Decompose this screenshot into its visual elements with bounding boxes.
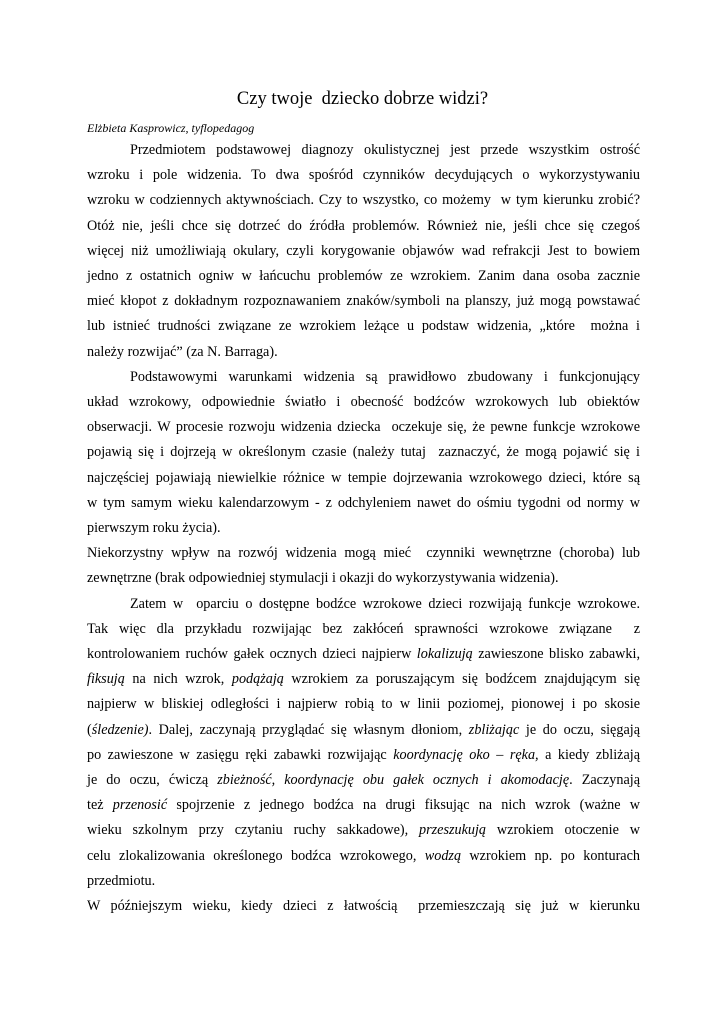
text-line <box>87 743 640 768</box>
text-segment: po zawieszone w zasięgu ręki zabawki rozwijając <box>87 746 394 763</box>
text-line <box>87 592 640 617</box>
text-segment: jedno z ostatnich ogniw w łańcuchu problemów ze wzrokiem. Zanim dana osoba zacznie <box>87 268 640 285</box>
text-segment: celu zlokalizowania określonego bodźca wzrokowego, <box>87 847 425 864</box>
text-line <box>87 163 640 188</box>
text-segment: lub istnieć trudności związane ze wzrokiem leżące u podstaw widzenia, „które można i <box>87 318 640 335</box>
text-segment: kontrolowaniem ruchów gałek ocznych dzieci najpierw <box>87 646 417 663</box>
text-line <box>87 516 640 541</box>
text-line <box>87 214 640 239</box>
text-segment: wzrokiem za poruszającym się bodźcem znajdującym się <box>283 671 640 688</box>
text-segment: zewnętrzne (brak odpowiedniej stymulacji i okazji do wykorzystywania widzenia). <box>87 570 559 587</box>
text-line <box>87 541 640 566</box>
text-line <box>87 188 640 213</box>
text-segment: spojrzenie z jednego bodźca na drugi fiksując na nich wzrok (ważne w <box>167 797 640 814</box>
text-line <box>87 718 640 743</box>
text-segment: wzroku i pole widzenia. To dwa spośród czynników decydujących o wykorzystywaniu <box>87 167 640 184</box>
italic-term: zbieżność, koordynację obu gałek ocznych i akomodację <box>217 772 570 789</box>
text-line <box>87 365 640 390</box>
text-segment: Zatem w oparciu o dostępne bodźce wzrokowe dzieci rozwijają funkcje wzrokowe. <box>130 595 640 612</box>
text-segment: mieć kłopot z dokładnym rozpoznawaniem znaków/symboli na planszy, już mogą powstawać <box>87 293 640 310</box>
text-segment: W późniejszym wieku, kiedy dzieci z łatwością przemieszczają się już w kierunku <box>87 898 640 915</box>
text-line <box>87 793 640 818</box>
text-segment: Tak więc dla przykładu rozwijając bez zakłóceń sprawności wzrokowe związane z <box>87 620 640 637</box>
italic-term: zbliżając <box>468 721 520 738</box>
text-line <box>87 642 640 667</box>
text-segment: więcej niż umożliwiają okulary, czyli korygowanie objawów wad refrakcji Jest to bowiem <box>87 242 640 259</box>
text-line <box>87 869 640 894</box>
text-line <box>87 466 640 491</box>
italic-term: fiksują <box>87 671 125 688</box>
text-segment: . Zaczynają <box>569 772 640 789</box>
text-segment: Otóż nie, jeśli chce się dotrzeć do źródła problemów. Również nie, jeśli chce się czegoś <box>87 217 640 234</box>
text-segment: je do oczu, ćwiczą <box>87 772 218 789</box>
text-segment: najpierw w bliskiej odległości i najpierw robią to w linii poziomej, pionowej i po skosie <box>87 696 640 713</box>
text-segment: Podstawowymi warunkami widzenia są prawidłowo zbudowany i funkcjonujący <box>130 368 640 385</box>
text-segment: w tym samym wieku kalendarzowym - z odchyleniem nawet do ośmiu tygodni od normy w <box>87 494 640 511</box>
text-segment: . Dalej, zaczynają przyglądać się własnym dłoniom, <box>148 721 469 738</box>
text-line <box>87 617 640 642</box>
text-segment: Niekorzystny wpływ na rozwój widzenia mogą mieć czynniki wewnętrzne (choroba) lub <box>87 545 640 562</box>
text-line <box>87 440 640 465</box>
text-segment: najczęściej pojawiają niewielkie różnice w tempie dojrzewania wzrokowego dzieci, które są <box>87 469 640 486</box>
text-segment: przedmiotu. <box>87 872 156 889</box>
text-line <box>87 667 640 692</box>
text-line <box>87 566 640 591</box>
text-segment: zawieszone blisko zabawki, <box>472 646 641 663</box>
text-line <box>87 818 640 843</box>
italic-term: śledzenie) <box>91 721 149 738</box>
text-segment: ( <box>87 721 92 738</box>
document-title: Czy twoje dziecko dobrze widzi? <box>236 89 489 109</box>
text-segment: należy rozwijać” (za N. Barraga). <box>87 343 278 360</box>
text-line <box>87 894 640 919</box>
author-line: Elżbieta Kasprowicz, tyflopedagog <box>87 121 255 135</box>
text-segment: na nich wzrok, <box>124 671 232 688</box>
italic-term: koordynację oko – ręka, <box>393 746 539 763</box>
text-segment: wieku szkolnym przy czytaniu ruchy sakkadowe) <box>87 822 405 839</box>
text-segment: układ wzrokowy, odpowiednie światło i obecność bodźców wzrokowych lub obiektów <box>87 394 640 411</box>
text-line <box>87 138 640 163</box>
text-line <box>87 264 640 289</box>
text-line <box>87 692 640 717</box>
text-segment: pierwszym roku życia). <box>87 520 221 537</box>
document-body <box>87 138 640 919</box>
text-line <box>87 340 640 365</box>
text-segment: obserwacji. W procesie rozwoju widzenia dziecka oczekuje się, że pewne funkcje wzrokowe <box>87 419 640 436</box>
text-segment: wzroku w codziennych aktywnościach. Czy to wszystko, co możemy w tym kierunku zrobić? <box>87 192 640 209</box>
italic-term: przenosić <box>112 797 168 814</box>
text-line <box>87 768 640 793</box>
text-segment: wzrokiem np. po konturach <box>461 847 640 864</box>
italic-term: wodzą <box>424 847 462 864</box>
text-segment: też <box>87 797 113 814</box>
text-line <box>87 314 640 339</box>
text-segment: wzrokiem otoczenie w <box>486 822 641 839</box>
text-segment: a kiedy zbliżają <box>538 746 640 763</box>
text-line <box>87 239 640 264</box>
text-line <box>87 289 640 314</box>
text-line <box>87 491 640 516</box>
italic-term: podążają <box>231 671 284 688</box>
italic-term: , przeszukują <box>404 822 487 839</box>
text-segment: je do oczu, sięgają <box>519 721 640 738</box>
text-line <box>87 844 640 869</box>
text-line <box>87 390 640 415</box>
text-line <box>87 415 640 440</box>
italic-term: lokalizują <box>416 646 473 663</box>
text-segment: Przedmiotem podstawowej diagnozy okulistycznej jest przede wszystkim ostrość <box>130 142 640 158</box>
text-segment: pojawią się i dojrzeją w określonym czasie (należy tutaj zaznaczyć, że mogą pojawić się i <box>87 444 640 461</box>
